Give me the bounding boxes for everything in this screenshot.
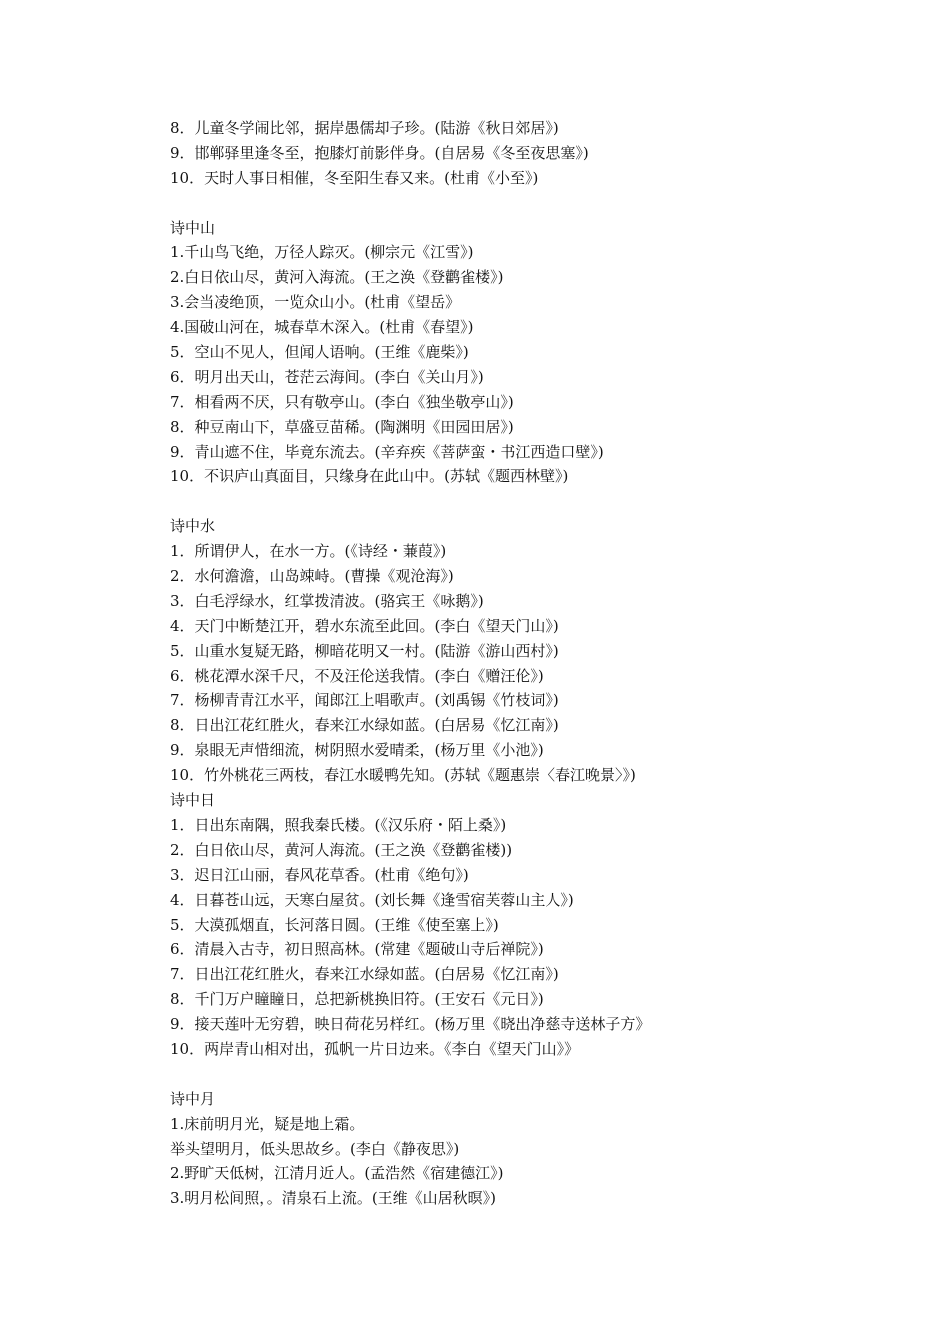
poem-line: 3．迟日江山丽，春风花草香。(杜甫《绝句》) (170, 865, 469, 884)
blank-line (170, 1062, 910, 1087)
blank-line (170, 489, 910, 514)
poem-line: 3.明月松间照，。清泉石上流。(王维《山居秋暝》) (170, 1189, 497, 1208)
section-heading: 诗中月 (170, 1089, 216, 1108)
poem-line: 9．接天莲叶无穷碧，映日荷花另样红。(杨万里《晓出净慈寺送林子方》 (170, 1015, 651, 1034)
poem-line: 6．清晨入古寺，初日照高林。(常建《题破山寺后禅院》) (170, 940, 544, 959)
poem-line: 4．日暮苍山远，天寒白屋贫。(刘长舞《逢雪宿芙蓉山主人》) (170, 890, 574, 909)
poem-section (170, 514, 910, 788)
poem-line: 6．桃花潭水深千尺，不及汪伦送我情。(李白《赠汪伦》) (170, 666, 544, 685)
poem-line: 8．种豆南山下，草盛豆苗稀。(陶渊明《田园田居》) (170, 417, 514, 436)
poem-line: 8．日出江花红胜火，春来江水绿如蓝。(白居易《忆江南》) (170, 716, 559, 735)
poem-line: 2．白日依山尽，黄河人海流。(王之涣《登鹳雀楼)) (170, 840, 513, 859)
poem-line: 10．天时人事日相催，冬至阳生春又来。(杜甫《小至》) (170, 168, 539, 187)
poem-line: 3．白毛浮绿水，红掌拨清波。(骆宾王《咏鹅》) (170, 591, 484, 610)
poem-section (170, 1087, 910, 1211)
poem-line: 8．千门万户瞳瞳日，总把新桃换旧符。(王安石《元日》) (170, 990, 544, 1009)
poem-line: 1．日出东南隅，照我秦氏楼。(《汉乐府・陌上桑》) (170, 815, 507, 834)
poem-section (170, 116, 910, 216)
poem-section (170, 788, 910, 1087)
poem-line: 2.白日依山尽，黄河入海流。(王之涣《登鹳雀楼》) (170, 268, 504, 287)
poem-line: 9．邯郸驿里逢冬至，抱膝灯前影伴身。(自居易《冬至夜思塞》) (170, 143, 589, 162)
document-body (170, 116, 910, 1211)
poem-line: 6．明月出天山，苍茫云海间。(李白《关山月》) (170, 367, 484, 386)
poem-line: 3.会当凌绝顶，一览众山小。(杜甫《望岳》 (170, 293, 461, 312)
poem-line: 4．天门中断楚江开，碧水东流至此回。(李白《望天门山》) (170, 616, 559, 635)
poem-line: 8．儿童冬学闹比邻，据岸愚儒却子珍。(陆游《秋日郊居》) (170, 119, 559, 137)
poem-line: 4.国破山河在，城春草木深入。(杜甫《春望》) (170, 318, 474, 337)
blank-line (170, 191, 910, 216)
poem-line: 5．大漠孤烟直，长河落日圆。(王维《使至塞上》) (170, 915, 499, 934)
poem-line: 5．山重水复疑无路，柳暗花明又一村。(陆游《游山西村》) (170, 641, 559, 660)
poem-line: 举头望明月，低头思故乡。(李白《静夜思》) (170, 1139, 460, 1158)
poem-line: 7．杨柳青青江水平，闻郎江上唱歌声。(刘禹锡《竹枝词》) (170, 691, 559, 710)
poem-line: 7．相看两不厌，只有敬亭山。(李白《独坐敬亭山》) (170, 392, 514, 411)
poem-line: 10．不识庐山真面目，只缘身在此山中。(苏轼《题西林壁》) (170, 467, 569, 486)
poem-line: 10．两岸青山相对出，孤帆一片日边来。《李白《望天门山》》 (170, 1039, 580, 1058)
poem-line: 1.床前明月光，疑是地上霜。 (170, 1114, 365, 1133)
poem-line: 1.千山鸟飞绝，万径人踪灭。(柳宗元《江雪》) (170, 243, 474, 262)
poem-line: 9．泉眼无声惜细流，树阴照水爱晴柔，(杨万里《小池》) (170, 741, 544, 760)
poem-line: 7．日出江花红胜火，春来江水绿如蓝。(白居易《忆江南》) (170, 965, 559, 984)
section-heading: 诗中水 (170, 517, 216, 536)
section-heading: 诗中山 (170, 218, 216, 237)
poem-line: 10．竹外桃花三两枝，春江水暖鸭先知。(苏轼《题惠崇〈春江晚景〉》) (170, 766, 636, 785)
poem-line: 2.野旷天低树，江清月近人。(孟浩然《宿建德江》) (170, 1164, 504, 1183)
poem-line: 9．青山遮不住，毕竟东流去。(辛弃疾《菩萨蛮・书江西造口壁》) (170, 442, 604, 461)
poem-section (170, 216, 910, 515)
poem-line: 2．水何澹澹，山岛竦峙。(曹操《观沧海》) (170, 567, 454, 586)
section-heading: 诗中日 (170, 791, 216, 810)
poem-line: 5．空山不见人，但闻人语响。(王维《鹿柴》) (170, 343, 469, 362)
poem-line: 1．所谓伊人，在水一方。(《诗经・蒹葭》) (170, 542, 447, 561)
